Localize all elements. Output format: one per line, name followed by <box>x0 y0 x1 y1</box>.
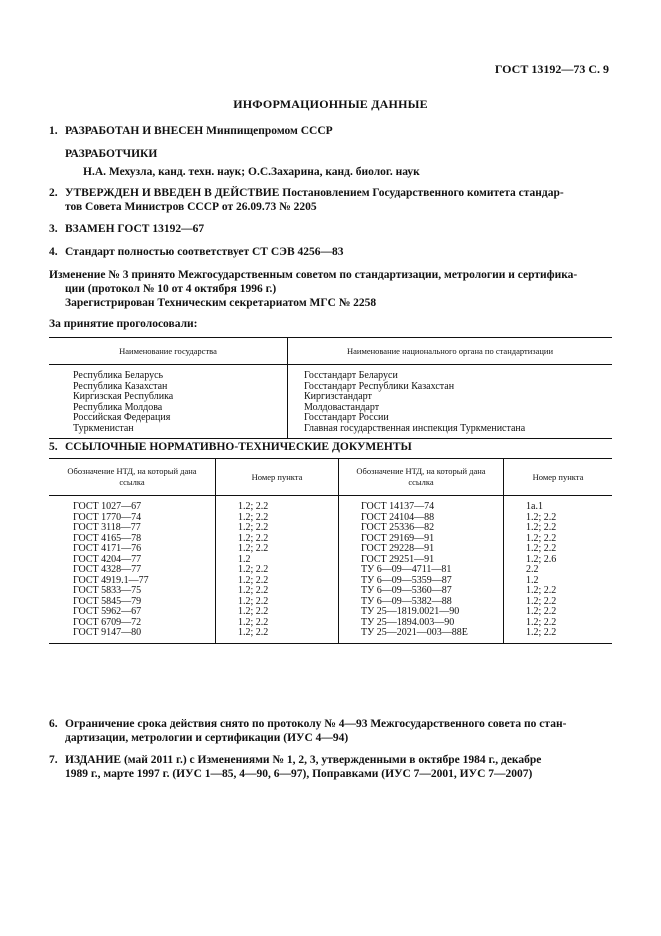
ref-doc-cell: ГОСТ 5833—75 <box>73 585 142 596</box>
vote-table-row <box>49 424 612 439</box>
ref-clause-cell: 1.2; 2.2 <box>216 576 339 587</box>
ref-clause-cell: 1.2; 2.2 <box>504 628 613 643</box>
section-5 <box>49 440 609 454</box>
vote-table-row <box>49 392 612 403</box>
ref-header-clause-1: Номер пункта <box>216 459 339 496</box>
ref-clause-cell: 1.2; 2.2 <box>216 618 339 629</box>
ref-doc-cell: ГОСТ 5962—67 <box>73 606 142 617</box>
amendment-block <box>49 268 609 310</box>
ref-doc-cell: ГОСТ 14137—74 <box>339 496 504 513</box>
ref-header-doc-1: Обозначение НТД, на который дана ссылка <box>49 459 216 496</box>
section-5-number: 5. <box>49 441 58 453</box>
section-3-caps: ВЗАМЕН ГОСТ 13192—67 <box>65 223 205 235</box>
vote-label: За принятие проголосовали: <box>49 318 198 330</box>
reference-table-row <box>49 565 612 576</box>
page-title: ИНФОРМАЦИОННЫЕ ДАННЫЕ <box>233 97 428 111</box>
ref-doc-cell: ГОСТ 29169—91 <box>339 534 504 545</box>
ref-doc-cell: ТУ 25—2021—003—88Е <box>339 628 504 643</box>
ref-doc-cell: ГОСТ 9147—80 <box>49 628 216 643</box>
section-7-number: 7. <box>49 754 58 766</box>
ref-clause-cell: 1.2; 2.2 <box>504 607 613 618</box>
ref-clause-cell: 1.2; 2.2 <box>504 523 613 534</box>
ref-doc-cell: ТУ 6—09—5360—87 <box>339 586 504 597</box>
ref-header-doc-2: Обозначение НТД, на который дана ссылка <box>339 459 504 496</box>
ref-doc-cell: ГОСТ 4919.1—77 <box>73 574 149 586</box>
section-7-line1: ИЗДАНИЕ (май 2011 г.) с Изменениями № 1, 2, 3, утвержденными в октябре 1984 г., декабре <box>65 754 542 766</box>
section-2 <box>49 186 609 214</box>
vote-state-cell: Киргизская Республика <box>73 391 174 402</box>
vote-body-cell: Госстандарт Республики Казахстан <box>288 382 613 393</box>
ref-clause-cell: 1.2; 2.2 <box>504 597 613 608</box>
vote-table-row <box>49 413 612 424</box>
vote-state-cell: Республика Молдова <box>73 401 163 413</box>
ref-doc-cell: ТУ 6—09—5382—88 <box>339 597 504 608</box>
ref-doc-cell: ТУ 6—09—5359—87 <box>339 576 504 587</box>
developers-block <box>49 147 609 179</box>
ref-doc-cell: ГОСТ 1770—74 <box>73 511 142 523</box>
section-3-number: 3. <box>49 223 58 235</box>
reference-table-row <box>49 607 612 618</box>
reference-table-row <box>49 544 612 555</box>
ref-clause-cell: 1.2; 2.2 <box>216 565 339 576</box>
ref-doc-cell: ТУ 6—09—4711—81 <box>339 565 504 576</box>
vote-state-cell: Республика Беларусь <box>73 370 164 381</box>
section-1-caps: РАЗРАБОТАН И ВНЕСЕН <box>65 125 204 137</box>
section-6-number: 6. <box>49 718 58 730</box>
ref-clause-cell: 1.2; 2.2 <box>504 513 613 524</box>
ref-clause-cell: 1.2; 2.6 <box>504 555 613 566</box>
ref-clause-cell: 1.2; 2.2 <box>504 534 613 545</box>
section-2-line1: Постановлением Государственного комитета стандар- <box>279 187 564 199</box>
ref-doc-cell: ГОСТ 4165—78 <box>73 532 142 544</box>
ref-clause-cell: 1а.1 <box>504 496 613 513</box>
reference-table-row <box>49 628 612 643</box>
amendment-line3: Зарегистрирован Техническим секретариатом МГС № 2258 <box>65 297 377 309</box>
vote-body-cell: Молдовастандарт <box>288 403 613 414</box>
section-2-line2: тов Совета Министров СССР от 26.09.73 № 2205 <box>65 201 317 213</box>
ref-doc-cell: ГОСТ 5845—79 <box>73 595 142 607</box>
reference-table-row <box>49 496 612 513</box>
ref-clause-cell: 1.2; 2.2 <box>216 523 339 534</box>
ref-clause-cell: 1.2; 2.2 <box>216 534 339 545</box>
vote-table-row <box>49 365 612 382</box>
vote-table <box>49 337 612 439</box>
section-4-number: 4. <box>49 246 58 258</box>
ref-clause-cell: 1.2; 2.2 <box>504 544 613 555</box>
ref-doc-cell: ГОСТ 6709—72 <box>73 616 142 628</box>
ref-doc-cell: ГОСТ 1027—67 <box>73 501 142 512</box>
ref-clause-cell: 1.2 <box>504 576 613 587</box>
ref-clause-cell: 1.2 <box>216 555 339 566</box>
ref-doc-cell: ГОСТ 4204—77 <box>73 553 142 565</box>
vote-header-state: Наименование государства <box>49 338 288 365</box>
ref-clause-cell: 2.2 <box>504 565 613 576</box>
ref-clause-cell: 1.2; 2.2 <box>216 496 339 513</box>
section-6-line2: дартизации, метрологии и сертификации (ИУС 4—94) <box>65 732 349 744</box>
ref-header-clause-2: Номер пункта <box>504 459 613 496</box>
ref-clause-cell: 1.2; 2.2 <box>216 607 339 618</box>
ref-clause-cell: 1.2; 2.2 <box>504 618 613 629</box>
ref-doc-cell: ГОСТ 24104—88 <box>339 513 504 524</box>
ref-clause-cell: 1.2; 2.2 <box>216 513 339 524</box>
vote-state-cell: Республика Казахстан <box>73 380 168 392</box>
vote-body-cell: Госстандарт Беларуси <box>288 365 613 382</box>
ref-clause-cell: 1.2; 2.2 <box>216 628 339 643</box>
section-3 <box>49 222 609 236</box>
amendment-line2: ции (протокол № 10 от 4 октября 1996 г.) <box>65 283 277 295</box>
ref-doc-cell: ГОСТ 4328—77 <box>73 564 142 575</box>
section-2-caps: УТВЕРЖДЕН И ВВЕДЕН В ДЕЙСТВИЕ <box>65 187 280 199</box>
developers-label: РАЗРАБОТЧИКИ <box>65 148 158 160</box>
developers-text: Н.А. Мехузла, канд. техн. наук; О.С.Захарина, канд. биолог. наук <box>83 166 420 178</box>
ref-clause-cell: 1.2; 2.2 <box>504 586 613 597</box>
section-4-text: Стандарт полностью соответствует СТ СЭВ 4256—83 <box>65 246 344 258</box>
section-4 <box>49 245 609 259</box>
ref-clause-cell: 1.2; 2.2 <box>216 586 339 597</box>
section-5-caps: ССЫЛОЧНЫЕ НОРМАТИВНО-ТЕХНИЧЕСКИЕ ДОКУМЕНТЫ <box>65 441 412 453</box>
vote-body-cell: Главная государственная инспекция Туркменистана <box>288 424 613 439</box>
section-7-line2: 1989 г., марте 1997 г. (ИУС 1—85, 4—90, 6—97), Поправками (ИУС 7—2001, ИУС 7—2007) <box>65 768 533 780</box>
page-header: ГОСТ 13192—73 С. 9 <box>494 62 609 76</box>
ref-doc-cell: ГОСТ 29228—91 <box>339 544 504 555</box>
reference-table-row <box>49 523 612 534</box>
vote-body-cell: Госстандарт России <box>288 413 613 424</box>
vote-body-cell: Киргизстандарт <box>288 392 613 403</box>
section-1-number: 1. <box>49 125 58 137</box>
ref-doc-cell: ТУ 25—1819.0021—90 <box>339 607 504 618</box>
ref-clause-cell: 1.2; 2.2 <box>216 597 339 608</box>
ref-doc-cell: ГОСТ 25336—82 <box>339 523 504 534</box>
section-6-line1: Ограничение срока действия снято по протоколу № 4—93 Межгосударственного совета по стан- <box>65 718 567 730</box>
vote-header-body: Наименование национального органа по стандартизации <box>288 338 613 365</box>
ref-doc-cell: ГОСТ 4171—76 <box>73 543 142 554</box>
ref-clause-cell: 1.2; 2.2 <box>216 544 339 555</box>
section-1-text: Минпищепромом СССР <box>203 125 333 137</box>
reference-table-row <box>49 586 612 597</box>
amendment-line1: Изменение № 3 принято Межгосударственным советом по стандартизации, метрологии и сертифика- <box>49 269 578 281</box>
vote-state-cell: Туркменистан <box>49 424 288 439</box>
section-6 <box>49 717 609 745</box>
section-2-number: 2. <box>49 187 58 199</box>
ref-doc-cell: ГОСТ 3118—77 <box>73 522 141 533</box>
section-1 <box>49 124 609 138</box>
reference-table <box>49 458 612 644</box>
section-7 <box>49 753 609 781</box>
vote-state-cell: Российская Федерация <box>73 412 171 423</box>
ref-doc-cell: ТУ 25—1894.003—90 <box>339 618 504 629</box>
ref-doc-cell: ГОСТ 29251—91 <box>339 555 504 566</box>
